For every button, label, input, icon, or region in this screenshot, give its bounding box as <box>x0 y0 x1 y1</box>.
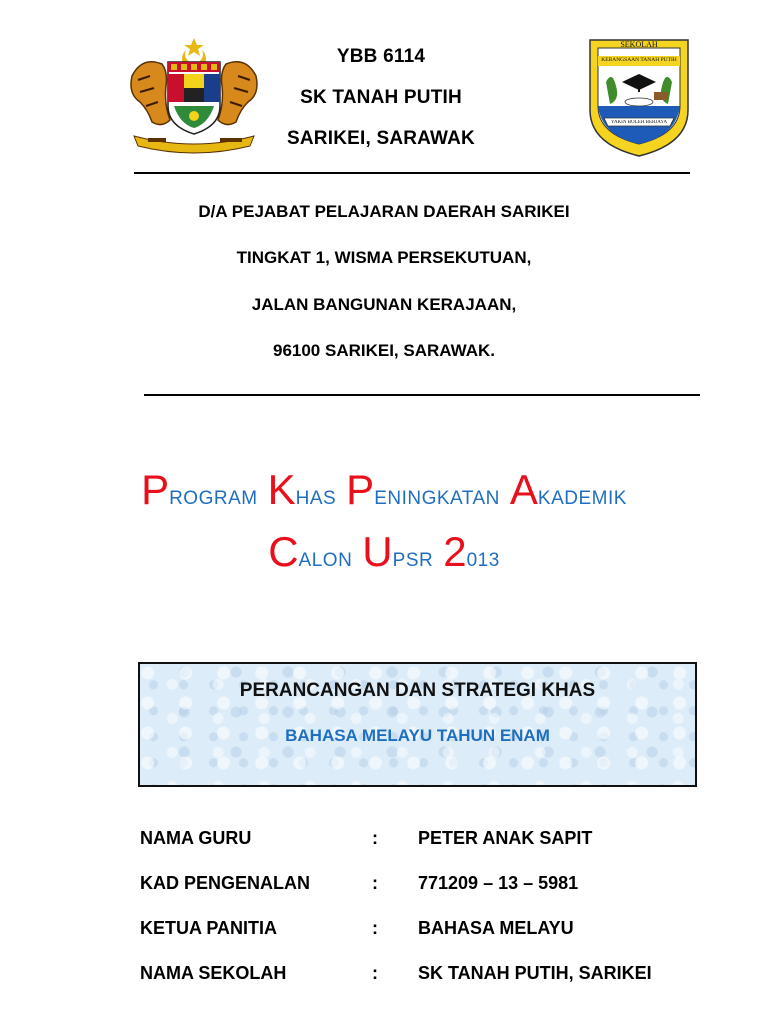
box-title: PERANCANGAN DAN STRATEGI KHAS <box>239 680 596 701</box>
title-word <box>346 466 500 513</box>
title-word-initial: P <box>346 466 375 513</box>
title-word <box>509 466 627 513</box>
header-divider <box>134 172 690 174</box>
detail-row <box>0 963 768 987</box>
detail-value: 771209 – 13 – 5981 <box>418 873 579 893</box>
detail-row <box>0 828 768 852</box>
detail-label: KAD PENGENALAN <box>140 873 311 893</box>
address-divider <box>144 394 700 396</box>
address-line: TINGKAT 1, WISMA PERSEKUTUAN, <box>236 248 532 267</box>
title-word-rest: PSR <box>392 550 434 571</box>
detail-separator: : <box>372 828 378 848</box>
detail-separator: : <box>372 873 378 893</box>
title-word-initial: A <box>509 466 538 513</box>
address-line: JALAN BANGUNAN KERAJAAN, <box>251 295 517 314</box>
program-title-line1 <box>0 466 768 514</box>
detail-label: KETUA PANITIA <box>140 918 277 938</box>
detail-value: PETER ANAK SAPIT <box>418 828 593 848</box>
school-location: SARIKEI, SARAWAK <box>287 128 475 149</box>
detail-row <box>0 918 768 942</box>
title-word <box>268 528 353 575</box>
detail-value: BAHASA MELAYU <box>418 918 574 938</box>
detail-label: NAMA SEKOLAH <box>140 963 287 983</box>
plan-strategy-box <box>138 662 697 787</box>
title-word-initial: C <box>268 528 299 575</box>
title-word-rest: KADEMIK <box>537 488 627 509</box>
title-word-rest: ALON <box>298 550 353 571</box>
detail-separator: : <box>372 963 378 983</box>
title-word-rest: ENINGKATAN <box>374 488 500 509</box>
detail-row <box>0 873 768 897</box>
crest-motto: YAKIN BOLEH BERJAYA <box>610 120 668 125</box>
title-word-initial: U <box>362 528 393 575</box>
detail-label: NAMA GURU <box>140 828 252 848</box>
title-word <box>362 528 434 575</box>
title-word-initial: P <box>141 466 170 513</box>
school-name: SK TANAH PUTIH <box>300 87 462 108</box>
address-line: 96100 SARIKEI, SARAWAK. <box>272 341 495 360</box>
detail-separator: : <box>372 918 378 938</box>
title-word <box>443 528 500 575</box>
detail-value: SK TANAH PUTIH, SARIKEI <box>418 963 652 983</box>
title-word-initial: 2 <box>443 528 467 575</box>
crest-text-top: SEKOLAH <box>620 40 658 49</box>
box-subtitle: BAHASA MELAYU TAHUN ENAM <box>285 726 550 745</box>
title-word-initial: K <box>267 466 296 513</box>
program-title-line2 <box>0 528 768 576</box>
title-word <box>267 466 337 513</box>
title-word-rest: ROGRAM <box>169 488 258 509</box>
address-line: D/A PEJABAT PELAJARAN DAERAH SARIKEI <box>198 202 570 221</box>
title-word-rest: 013 <box>466 550 500 571</box>
title-word-rest: HAS <box>295 488 337 509</box>
crest-text-band: KEBANGSAAN TANAH PUTIH <box>601 57 677 63</box>
title-word <box>141 466 258 513</box>
school-code: YBB 6114 <box>336 46 426 67</box>
